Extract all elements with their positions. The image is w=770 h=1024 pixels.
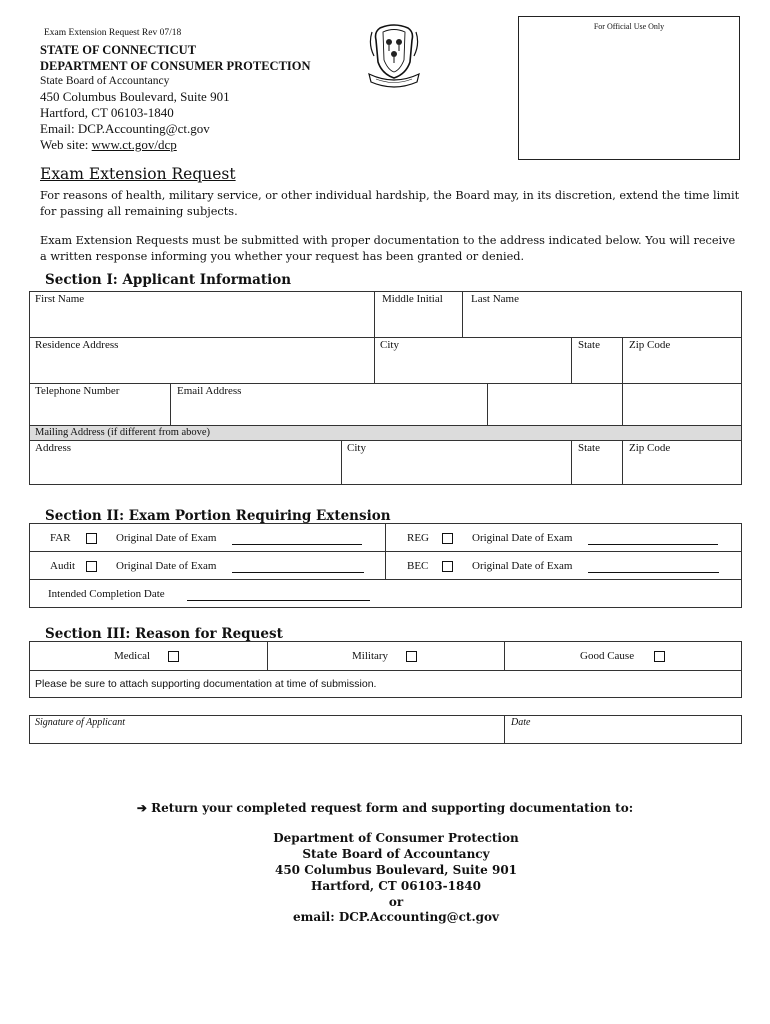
- medical-label: Medical: [114, 650, 151, 662]
- far-label: FAR: [50, 532, 71, 544]
- email-label: Email Address: [177, 385, 242, 397]
- city-field[interactable]: [376, 352, 569, 382]
- mailing-address-label: Address: [35, 442, 72, 454]
- first-name-label: First Name: [35, 293, 85, 305]
- residence-address-label: Residence Address: [35, 339, 119, 351]
- date-label: Date: [511, 717, 531, 728]
- mailing-zip-label: Zip Code: [629, 442, 671, 454]
- zip-code-label: Zip Code: [629, 339, 671, 351]
- mailing-state-label: State: [578, 442, 600, 454]
- return-or: or: [388, 895, 404, 909]
- far-checkbox[interactable]: [86, 533, 97, 544]
- return-street: 450 Columbus Boulevard, Suite 901: [274, 863, 518, 877]
- zip-code-field[interactable]: [624, 352, 740, 382]
- first-name-field[interactable]: [31, 306, 371, 336]
- mailing-address-banner: Mailing Address (if different from above): [35, 427, 211, 438]
- military-checkbox[interactable]: [406, 651, 417, 662]
- mailing-city-field[interactable]: [343, 455, 569, 484]
- state-seal-icon: [366, 22, 422, 94]
- exam-portion-table: [29, 523, 742, 608]
- audit-original-date-label: Original Date of Exam: [116, 560, 217, 572]
- telephone-field[interactable]: [31, 398, 168, 424]
- mailing-state-field[interactable]: [573, 455, 620, 484]
- far-date-line[interactable]: [232, 544, 362, 545]
- board-name: State Board of Accountancy: [40, 75, 170, 87]
- medical-checkbox[interactable]: [168, 651, 179, 662]
- military-label: Military: [352, 650, 389, 662]
- mailing-zip-field[interactable]: [624, 455, 740, 484]
- audit-date-line[interactable]: [232, 572, 364, 573]
- city-label: City: [380, 339, 399, 351]
- reg-date-line[interactable]: [588, 544, 718, 545]
- intro-paragraph-2: Exam Extension Requests must be submitted with proper documentation to the address indicated below. You will receive a written response informing you whether your request has been granted or denied.: [40, 234, 736, 263]
- last-name-field[interactable]: [464, 306, 740, 336]
- middle-initial-label: Middle Initial: [382, 293, 443, 305]
- street-address: 450 Columbus Boulevard, Suite 901: [40, 89, 230, 104]
- agency-website: [40, 137, 177, 153]
- bec-original-date-label: Original Date of Exam: [472, 560, 573, 572]
- good-cause-checkbox[interactable]: [654, 651, 665, 662]
- state-name: STATE OF CONNECTICUT: [40, 43, 197, 57]
- state-label: State: [578, 339, 600, 351]
- state-field[interactable]: [573, 352, 620, 382]
- telephone-label: Telephone Number: [35, 385, 120, 397]
- return-board: State Board of Accountancy: [302, 847, 490, 861]
- signature-table: [29, 715, 742, 744]
- signature-field[interactable]: [31, 728, 502, 743]
- return-email[interactable]: email: DCP.Accounting@ct.gov: [293, 910, 499, 924]
- return-instruction-text: Return your completed request form and supporting documentation to:: [151, 801, 634, 815]
- bec-label: BEC: [407, 560, 429, 572]
- middle-initial-field[interactable]: [376, 306, 460, 336]
- bec-date-line[interactable]: [588, 572, 719, 573]
- far-original-date-label: Original Date of Exam: [116, 532, 217, 544]
- website-prefix: Web site:: [40, 137, 92, 152]
- return-instruction: [0, 801, 770, 815]
- official-use-label: For Official Use Only: [593, 22, 665, 31]
- mailing-city-label: City: [347, 442, 366, 454]
- completion-date-label: Intended Completion Date: [48, 588, 165, 600]
- reg-original-date-label: Original Date of Exam: [472, 532, 573, 544]
- agency-email: Email: DCP.Accounting@ct.gov: [40, 121, 210, 136]
- intro-paragraph-1: For reasons of health, military service, or other individual hardship, the Board may, in its discretion, extend the time limit for passing all remaining subjects.: [40, 189, 740, 218]
- city-address: Hartford, CT 06103-1840: [40, 105, 174, 120]
- mailing-address-field[interactable]: [31, 455, 339, 484]
- bec-checkbox[interactable]: [442, 561, 453, 572]
- section-3-heading: Section III: Reason for Request: [45, 626, 283, 642]
- date-field[interactable]: [506, 728, 740, 743]
- reason-table: [29, 641, 742, 698]
- arrow-icon: ➔: [136, 801, 147, 815]
- form-id: Exam Extension Request Rev 07/18: [44, 28, 182, 38]
- applicant-info-table: [29, 291, 742, 485]
- department-name: DEPARTMENT OF CONSUMER PROTECTION: [40, 59, 311, 73]
- documentation-note: Please be sure to attach supporting documentation at time of submission.: [35, 678, 377, 690]
- official-use-box: [518, 16, 740, 160]
- signature-label: Signature of Applicant: [35, 717, 125, 728]
- return-city: Hartford, CT 06103-1840: [311, 879, 481, 893]
- residence-address-field[interactable]: [31, 352, 371, 382]
- email-field[interactable]: [172, 398, 485, 424]
- return-dept: Department of Consumer Protection: [273, 831, 519, 845]
- reg-label: REG: [407, 532, 429, 544]
- good-cause-label: Good Cause: [580, 650, 635, 662]
- page-title: Exam Extension Request: [40, 165, 236, 183]
- audit-checkbox[interactable]: [86, 561, 97, 572]
- completion-date-line[interactable]: [187, 600, 370, 601]
- audit-label: Audit: [50, 560, 76, 572]
- section-1-heading: Section I: Applicant Information: [45, 272, 292, 288]
- last-name-label: Last Name: [471, 293, 519, 305]
- reg-checkbox[interactable]: [442, 533, 453, 544]
- section-2-heading: Section II: Exam Portion Requiring Extension: [45, 508, 391, 524]
- website-link[interactable]: www.ct.gov/dcp: [91, 137, 177, 152]
